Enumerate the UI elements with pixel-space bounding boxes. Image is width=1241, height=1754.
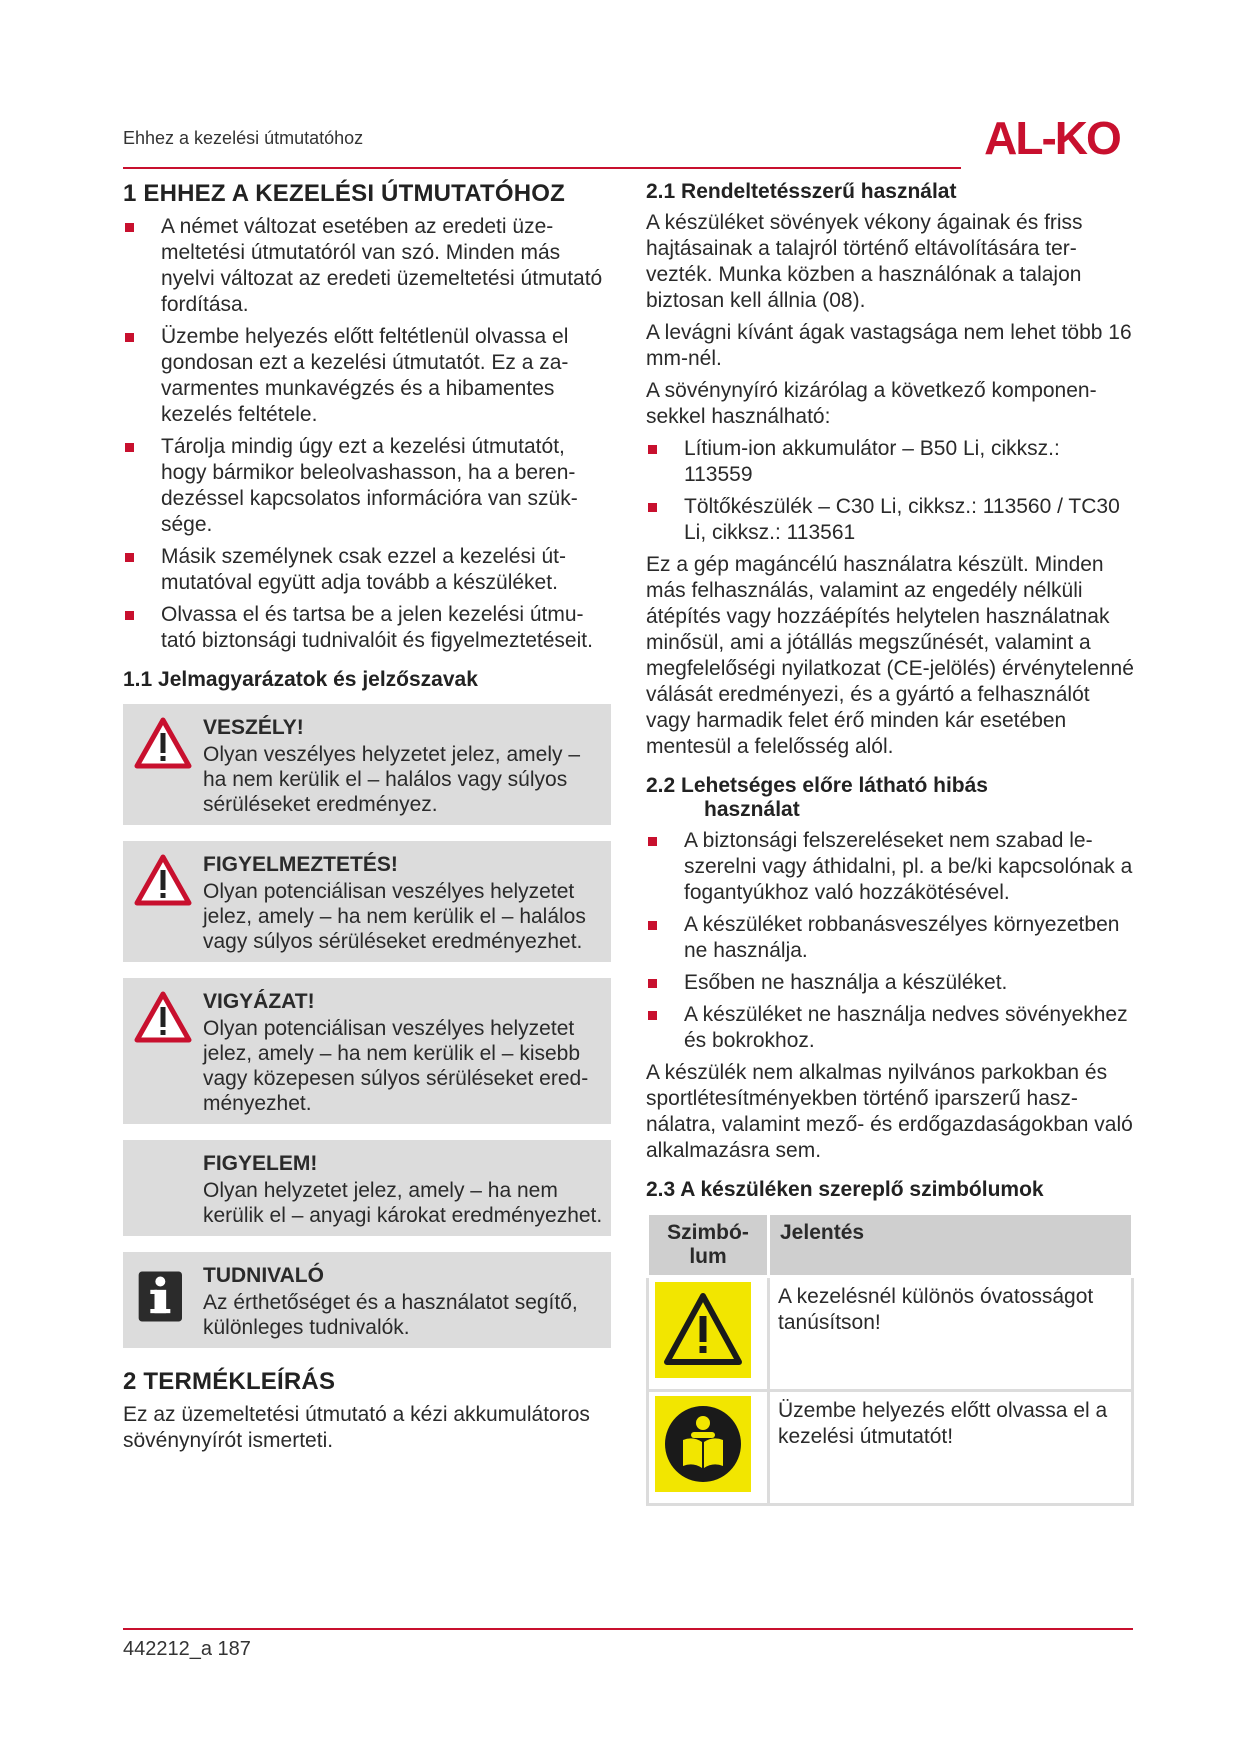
warning-box	[123, 841, 611, 962]
list-item: Esőben ne használja a készüléket.	[646, 970, 1134, 996]
paragraph: A sövénynyíró kizárólag a következő komponensekkel használható:	[646, 379, 1097, 428]
section-1-list	[123, 214, 611, 654]
box-text: Olyan potenciálisan veszélyes helyzetet jelez, amely – ha nem kerülik el – halálos vagy súlyos sérüléseket eredményezhet.	[203, 880, 586, 953]
section-2-2-title: 2.2 Lehetséges előre látható hibás használat	[646, 774, 988, 821]
col-symbol-header: Szimbólum	[648, 1214, 769, 1277]
list-item: Tárolja mindig úgy ezt a kezelési útmutatót, hogy bármikor beleolvashasson, ha a berendezéssel kapcsolatos információra van szüksége.	[123, 434, 611, 538]
running-header: Ehhez a kezelési útmutatóhoz	[123, 128, 364, 148]
section-2-1-title: 2.1 Rendeltetésszerű használat	[646, 180, 957, 203]
yellow-warning-icon	[655, 1282, 751, 1378]
box-text: Olyan veszélyes helyzetet jelez, amely – ha nem kerülik el – halálos vagy súlyos sérüléseket eredményez.	[203, 743, 581, 816]
list-item: Lítium-ion akkumulátor – B50 Li, cikksz.: 113559	[646, 436, 1134, 488]
col-meaning-header: Jelentés	[769, 1214, 1133, 1277]
box-title: FIGYELEM!	[203, 1152, 318, 1175]
warning-triangle-icon	[133, 716, 193, 770]
table-header-row	[648, 1214, 1133, 1277]
box-title: TUDNIVALÓ	[203, 1264, 324, 1287]
section-2-3-title: 2.3 A készüléken szereplő szimbólumok	[646, 1178, 1044, 1201]
section-1-title: 1 EHHEZ A KEZELÉSI ÚTMUTATÓHOZ	[123, 180, 565, 207]
list-item: Töltőkészülék – C30 Li, cikksz.: 113560 / TC30 Li, cikksz.: 113561	[646, 494, 1134, 546]
alko-logo	[972, 112, 1132, 160]
list-item: Másik személynek csak ezzel a kezelési útmutatóval együtt adja tovább a készüléket.	[123, 544, 611, 596]
paragraph: A levágni kívánt ágak vastagsága nem lehet több 16 mm-nél.	[646, 321, 1132, 370]
list-item: A készüléket ne használja nedves sövényekhez és bokrokhoz.	[646, 1002, 1134, 1054]
info-icon	[137, 1266, 187, 1322]
caution-box	[123, 978, 611, 1124]
notice-box	[123, 1140, 611, 1236]
list-item: A német változat esetében az eredeti üzemeltetési útmutatóról van szó. Minden más nyelvi változat az eredeti üzemeltetési útmutató fordítása.	[123, 214, 611, 318]
list-item: A biztonsági felszereléseket nem szabad leszerelni vagy áthidalni, pl. a be/ki kapcsolónak a fogantyúkhoz való hozzákötésével.	[646, 828, 1134, 906]
footer-text: 442212_a 187	[123, 1638, 251, 1660]
box-title: VESZÉLY!	[203, 716, 304, 739]
warning-triangle-icon	[133, 990, 193, 1044]
misuse-list	[646, 828, 1134, 1054]
box-title: VIGYÁZAT!	[203, 990, 315, 1013]
paragraph: Ez a gép magáncélú használatra készült. Minden más felhasználás, valamint az engedély nélküli átépítés vagy hozzáépítés helytelen használatnak minősül, ami a jótállás megszűnését, valamint a megfelelőségi nyilatkozat (CE-jelölés) érvénytelenné válását eredményezi, és a gyártó a felhasználót vagy harmadik felet érő minden kár esetében mentesül a felelősség alól.	[646, 553, 1134, 758]
section-2-title: 2 TERMÉKLEÍRÁS	[123, 1368, 336, 1395]
table-row	[648, 1391, 1133, 1505]
header-rule	[123, 167, 961, 169]
box-text: Az érthetőséget és a használatot segítő, különleges tudnivalók.	[203, 1291, 578, 1339]
read-manual-icon	[655, 1396, 751, 1492]
danger-box	[123, 704, 611, 825]
symbols-table	[646, 1212, 1134, 1506]
section-2-text: Ez az üzemeltetési útmutató a kézi akkumulátoros sövénynyírót ismerteti.	[123, 1403, 590, 1452]
list-item: A készüléket robbanásveszélyes környezetben ne használja.	[646, 912, 1134, 964]
footer-rule	[123, 1628, 1133, 1630]
symbol-meaning: Üzembe helyezés előtt olvassa el a kezelési útmutatót!	[769, 1391, 1133, 1505]
box-text: Olyan helyzetet jelez, amely – ha nem kerülik el – anyagi károkat eredményezhet.	[203, 1179, 603, 1227]
list-item: Olvassa el és tartsa be a jelen kezelési útmutató biztonsági tudnivalóit és figyelmeztetéseit.	[123, 602, 611, 654]
warning-triangle-icon	[133, 853, 193, 907]
symbol-meaning: A kezelésnél különös óvatosságot tanúsítson!	[769, 1277, 1133, 1391]
paragraph: A készüléket sövények vékony ágainak és friss hajtásainak a talajról történő eltávolítására tervezték. Munka közben a használónak a talajon biztosan kell állnia (08).	[646, 211, 1083, 312]
components-list	[646, 436, 1134, 546]
section-1-1-title: 1.1 Jelmagyarázatok és jelzőszavak	[123, 668, 478, 691]
right-column	[646, 180, 1134, 1506]
box-text: Olyan potenciálisan veszélyes helyzetet jelez, amely – ha nem kerülik el – kisebb vagy közepesen súlyos sérüléseket eredményezhet.	[203, 1017, 589, 1115]
box-title: FIGYELMEZTETÉS!	[203, 853, 398, 876]
table-row	[648, 1277, 1133, 1391]
left-column	[123, 180, 611, 1460]
list-item: Üzembe helyezés előtt feltétlenül olvassa el gondosan ezt a kezelési útmutatót. Ez a zavarmentes munkavégzés és a hibamentes kezelés feltétele.	[123, 324, 611, 428]
paragraph: A készülék nem alkalmas nyilvános parkokban és sportlétesítményekben történő iparszerű használatra, valamint mező- és erdőgazdaságokban való alkalmazásra sem.	[646, 1061, 1133, 1162]
logo-text: AL-KO	[984, 112, 1120, 160]
info-box	[123, 1252, 611, 1348]
